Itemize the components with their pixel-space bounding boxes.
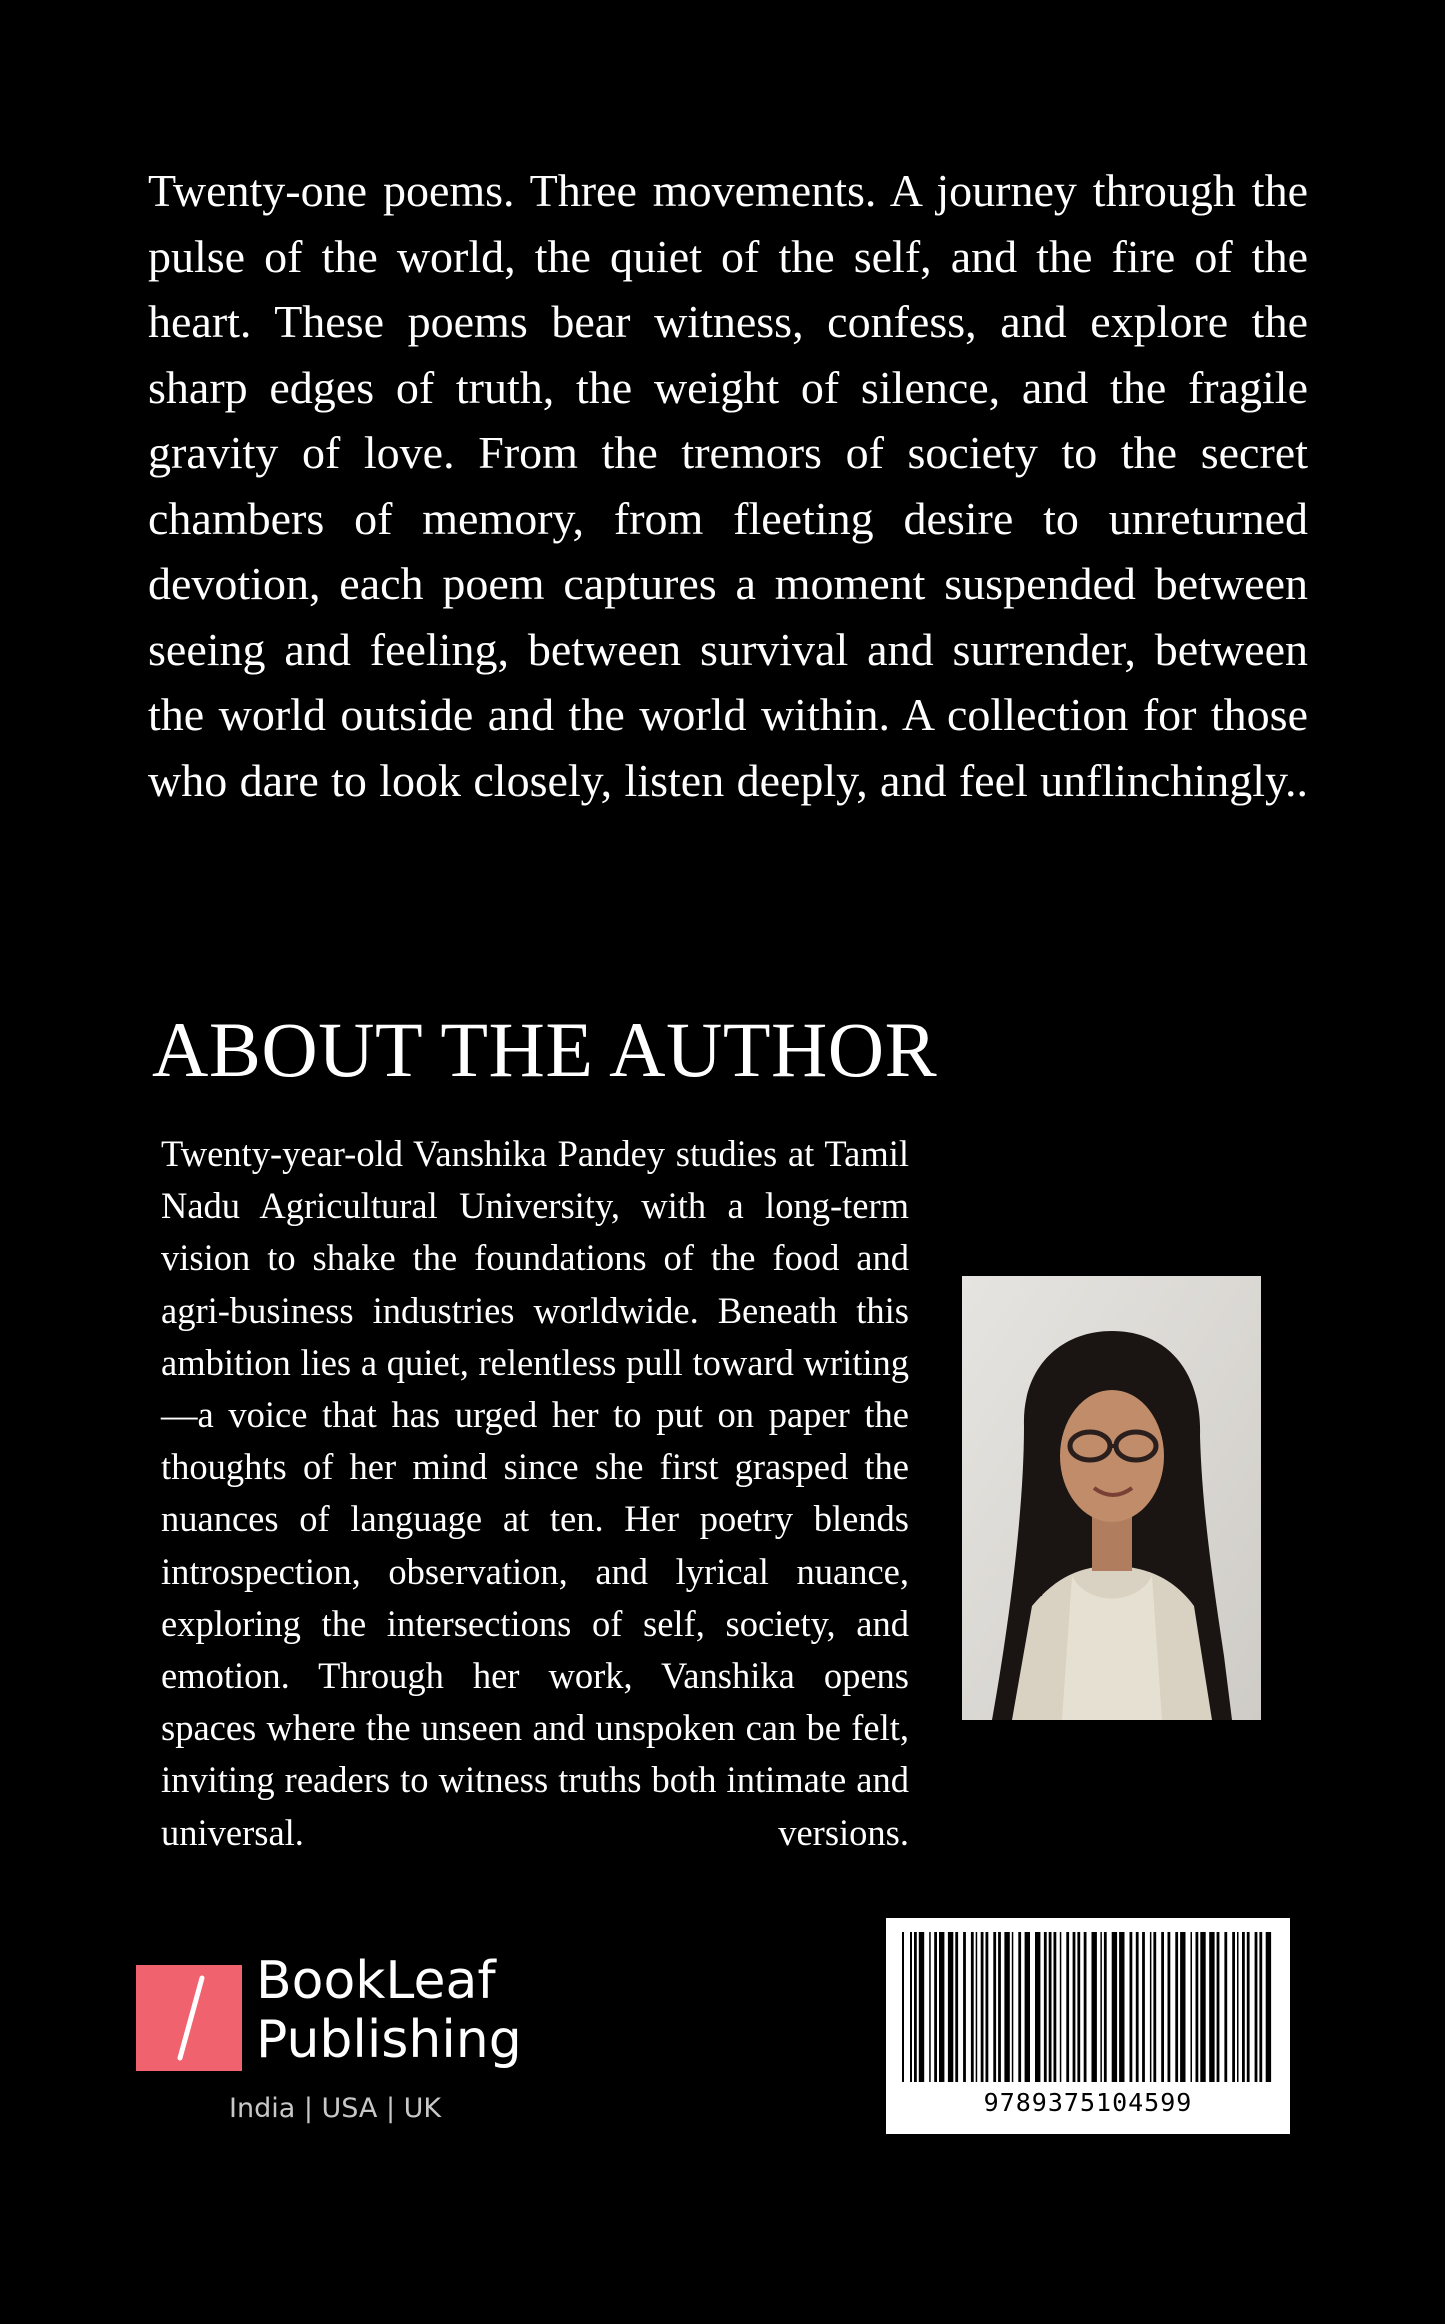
barcode-bar	[934, 1932, 937, 2082]
barcode-bar	[914, 1932, 917, 2082]
isbn-number: 9789375104599	[983, 2088, 1193, 2117]
about-the-author-heading: ABOUT THE AUTHOR	[152, 1006, 938, 1093]
barcode-bar	[939, 1932, 944, 2082]
barcode-bar	[1232, 1932, 1235, 2082]
barcode-bar	[1035, 1932, 1040, 2082]
barcode-bar	[1060, 1932, 1062, 2082]
barcode-bar	[1100, 1932, 1102, 2082]
barcode-bar	[1073, 1932, 1076, 2082]
barcode-bar	[993, 1932, 996, 2082]
barcode-bar	[1012, 1932, 1014, 2082]
barcode-bar	[1092, 1932, 1097, 2082]
barcode-bar	[1209, 1932, 1214, 2082]
barcode-bar	[1217, 1932, 1220, 2082]
barcode-bar	[1136, 1932, 1139, 2082]
barcode-bar	[1191, 1932, 1193, 2082]
barcode-bar	[1266, 1932, 1271, 2082]
barcode-bars	[898, 1932, 1278, 2082]
barcode-bar	[986, 1932, 989, 2082]
barcode-bar	[1237, 1932, 1239, 2082]
barcode-bar	[1168, 1932, 1171, 2082]
barcode-bar	[1018, 1932, 1021, 2082]
publisher-name	[256, 1952, 522, 2070]
publisher-regions: India | USA | UK	[229, 2093, 442, 2124]
barcode-bar	[1066, 1932, 1069, 2082]
barcode-bar	[1112, 1932, 1117, 2082]
barcode-bar	[1196, 1932, 1199, 2082]
isbn-barcode	[886, 1918, 1290, 2134]
barcode-bar	[1200, 1932, 1205, 2082]
barcode-bar	[1054, 1932, 1057, 2082]
barcode-bar	[1130, 1932, 1133, 2082]
barcode-bar	[1084, 1932, 1087, 2082]
barcode-bar	[1025, 1932, 1030, 2082]
barcode-bar	[1150, 1932, 1152, 2082]
author-bio: Twenty-year-old Vanshika Pandey studies at Tamil Nadu Agricultural University, with a long-term vision to shake the foundations of the food and agri-business industries worldwide. Beneath this ambition lies a quiet, relentless pull toward writing—a voice that has urged her to put on paper the thoughts of her mind since she first grasped the nuances of language at ten. Her poetry blends introspection, observation, and lyrical nuance, exploring the intersections of self, society, and emotion. Through her work, Vanshika opens spaces where the unseen and unspoken can be felt, inviting readers to witness truths both intimate and universal. versions.	[161, 1133, 909, 1853]
barcode-bar	[963, 1932, 966, 2082]
publisher-name-line2: Publishing	[256, 2010, 522, 2070]
barcode-bar	[1004, 1932, 1009, 2082]
barcode-bar	[955, 1932, 958, 2082]
barcode-bar	[1224, 1932, 1227, 2082]
publisher-logo-slash-icon	[176, 1972, 206, 2064]
barcode-bar	[929, 1932, 931, 2082]
barcode-bar	[1104, 1932, 1107, 2082]
barcode-bar	[1049, 1932, 1052, 2082]
barcode-bar	[1180, 1932, 1185, 2082]
barcode-bar	[902, 1932, 904, 2082]
barcode-bar	[948, 1932, 953, 2082]
barcode-bar	[1247, 1932, 1250, 2082]
barcode-bar	[1077, 1932, 1080, 2082]
back-cover-blurb: Twenty-one poems. Three movements. A journey through the pulse of the world, the quiet of the self, and the fire of the heart. These poems bear witness, confess, and explore the sharp edges of truth, the weight of silence, and the fragile gravity of love. From the tremors of society to the secret chambers of memory, from fleeting desire to unreturned devotion, each poem captures a moment suspended between seeing and feeling, between survival and surrender, between the world outside and the world within. A collection for those who dare to look closely, listen deeply, and feel unflinchingly..	[148, 165, 1308, 806]
barcode-bar	[1153, 1932, 1156, 2082]
barcode-bar	[1142, 1932, 1145, 2082]
barcode-bar	[910, 1932, 912, 2082]
barcode-bar	[1259, 1932, 1262, 2082]
barcode-bar	[919, 1932, 924, 2082]
barcode-bar	[976, 1932, 978, 2082]
barcode-bar	[1175, 1932, 1178, 2082]
barcode-bar	[1161, 1932, 1164, 2082]
barcode-bar	[981, 1932, 984, 2082]
barcode-bar	[1255, 1932, 1258, 2082]
barcode-bar	[1242, 1932, 1245, 2082]
barcode-bar	[971, 1932, 974, 2082]
barcode-bar	[998, 1932, 1001, 2082]
publisher-name-line1: BookLeaf	[256, 1951, 496, 2011]
barcode-bar	[1044, 1932, 1047, 2082]
barcode-bar	[1119, 1932, 1124, 2082]
author-photo	[962, 1276, 1261, 1720]
